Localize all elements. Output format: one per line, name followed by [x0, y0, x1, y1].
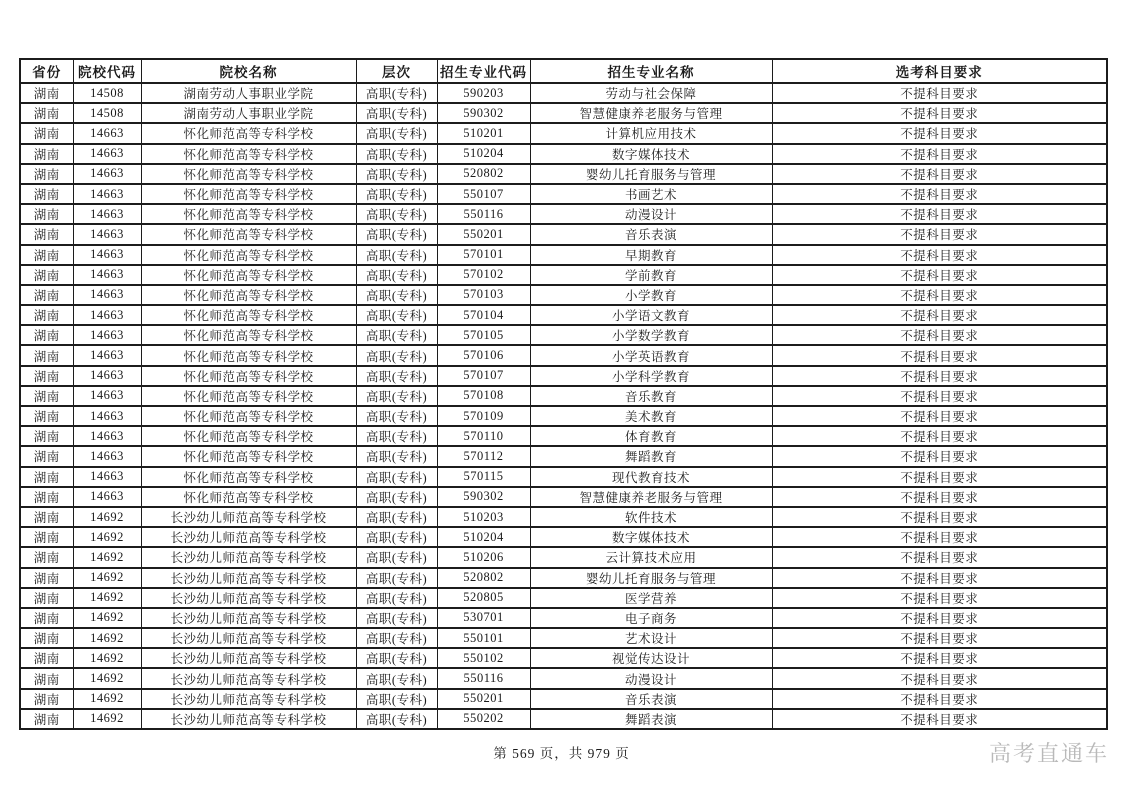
cell-college-code: 14663 [73, 406, 141, 426]
cell-subject-requirements: 不提科目要求 [772, 366, 1107, 386]
cell-college-code: 14508 [73, 103, 141, 123]
cell-college-name: 长沙幼儿师范高等专科学校 [141, 709, 356, 729]
cell-college-code: 14663 [73, 487, 141, 507]
cell-level: 高职(专科) [356, 285, 437, 305]
cell-subject-requirements: 不提科目要求 [772, 426, 1107, 446]
table-row [20, 568, 1107, 588]
cell-province: 湖南 [20, 184, 73, 204]
cell-college-code: 14663 [73, 426, 141, 446]
cell-level: 高职(专科) [356, 426, 437, 446]
table-row [20, 285, 1107, 305]
cell-major-name: 劳动与社会保障 [530, 83, 772, 103]
cell-province: 湖南 [20, 164, 73, 184]
cell-college-name: 长沙幼儿师范高等专科学校 [141, 507, 356, 527]
cell-major-code: 570108 [437, 386, 530, 406]
cell-major-code: 570110 [437, 426, 530, 446]
cell-major-name: 书画艺术 [530, 184, 772, 204]
cell-subject-requirements: 不提科目要求 [772, 83, 1107, 103]
table-row [20, 224, 1107, 244]
cell-major-code: 570115 [437, 467, 530, 487]
cell-subject-requirements: 不提科目要求 [772, 265, 1107, 285]
cell-major-code: 510204 [437, 144, 530, 164]
cell-major-name: 云计算技术应用 [530, 547, 772, 567]
table-row [20, 547, 1107, 567]
cell-subject-requirements: 不提科目要求 [772, 204, 1107, 224]
cell-major-code: 590203 [437, 83, 530, 103]
cell-major-name: 动漫设计 [530, 204, 772, 224]
cell-college-code: 14663 [73, 265, 141, 285]
cell-college-name: 长沙幼儿师范高等专科学校 [141, 648, 356, 668]
table-row [20, 426, 1107, 446]
cell-major-code: 570109 [437, 406, 530, 426]
cell-college-code: 14692 [73, 568, 141, 588]
cell-college-code: 14663 [73, 204, 141, 224]
cell-college-code: 14692 [73, 709, 141, 729]
cell-college-name: 怀化师范高等专科学校 [141, 164, 356, 184]
cell-level: 高职(专科) [356, 689, 437, 709]
table-row [20, 507, 1107, 527]
cell-major-code: 570102 [437, 265, 530, 285]
table-row [20, 103, 1107, 123]
cell-major-name: 数字媒体技术 [530, 527, 772, 547]
table-head [20, 59, 1107, 83]
table-row [20, 709, 1107, 729]
cell-province: 湖南 [20, 265, 73, 285]
cell-province: 湖南 [20, 325, 73, 345]
table-row [20, 487, 1107, 507]
table-row [20, 83, 1107, 103]
cell-province: 湖南 [20, 689, 73, 709]
cell-college-code: 14692 [73, 608, 141, 628]
cell-province: 湖南 [20, 305, 73, 325]
table-row [20, 648, 1107, 668]
cell-major-code: 550116 [437, 668, 530, 688]
cell-college-name: 长沙幼儿师范高等专科学校 [141, 628, 356, 648]
cell-college-code: 14692 [73, 547, 141, 567]
cell-major-name: 美术教育 [530, 406, 772, 426]
cell-subject-requirements: 不提科目要求 [772, 487, 1107, 507]
cell-province: 湖南 [20, 83, 73, 103]
cell-college-code: 14663 [73, 144, 141, 164]
cell-subject-requirements: 不提科目要求 [772, 305, 1107, 325]
cell-college-code: 14663 [73, 345, 141, 365]
cell-subject-requirements: 不提科目要求 [772, 668, 1107, 688]
cell-province: 湖南 [20, 527, 73, 547]
cell-major-code: 510203 [437, 507, 530, 527]
cell-major-code: 570105 [437, 325, 530, 345]
table-row [20, 608, 1107, 628]
cell-province: 湖南 [20, 366, 73, 386]
cell-college-code: 14692 [73, 668, 141, 688]
cell-level: 高职(专科) [356, 588, 437, 608]
cell-level: 高职(专科) [356, 709, 437, 729]
cell-province: 湖南 [20, 386, 73, 406]
cell-level: 高职(专科) [356, 527, 437, 547]
cell-major-code: 590302 [437, 487, 530, 507]
cell-college-code: 14663 [73, 386, 141, 406]
cell-subject-requirements: 不提科目要求 [772, 164, 1107, 184]
cell-level: 高职(专科) [356, 568, 437, 588]
cell-level: 高职(专科) [356, 345, 437, 365]
cell-college-name: 怀化师范高等专科学校 [141, 305, 356, 325]
table-row [20, 467, 1107, 487]
cell-level: 高职(专科) [356, 547, 437, 567]
cell-major-name: 舞蹈教育 [530, 446, 772, 466]
cell-major-code: 550101 [437, 628, 530, 648]
cell-level: 高职(专科) [356, 608, 437, 628]
col-header-subject-requirements: 选考科目要求 [772, 59, 1107, 83]
cell-level: 高职(专科) [356, 164, 437, 184]
cell-province: 湖南 [20, 446, 73, 466]
cell-major-code: 550116 [437, 204, 530, 224]
cell-college-name: 长沙幼儿师范高等专科学校 [141, 547, 356, 567]
cell-college-code: 14663 [73, 305, 141, 325]
admissions-table [19, 58, 1108, 730]
cell-province: 湖南 [20, 648, 73, 668]
cell-college-name: 怀化师范高等专科学校 [141, 285, 356, 305]
cell-major-name: 婴幼儿托育服务与管理 [530, 568, 772, 588]
table-row [20, 144, 1107, 164]
cell-province: 湖南 [20, 245, 73, 265]
cell-college-code: 14663 [73, 245, 141, 265]
cell-college-name: 怀化师范高等专科学校 [141, 467, 356, 487]
table-row [20, 325, 1107, 345]
cell-college-name: 怀化师范高等专科学校 [141, 406, 356, 426]
cell-college-code: 14663 [73, 164, 141, 184]
cell-college-code: 14692 [73, 648, 141, 668]
cell-level: 高职(专科) [356, 467, 437, 487]
cell-college-code: 14692 [73, 628, 141, 648]
table-row [20, 366, 1107, 386]
cell-major-name: 音乐教育 [530, 386, 772, 406]
table-body [20, 83, 1107, 729]
cell-subject-requirements: 不提科目要求 [772, 588, 1107, 608]
cell-major-code: 510201 [437, 123, 530, 143]
cell-level: 高职(专科) [356, 204, 437, 224]
cell-major-name: 小学数学教育 [530, 325, 772, 345]
cell-major-name: 小学教育 [530, 285, 772, 305]
cell-subject-requirements: 不提科目要求 [772, 568, 1107, 588]
cell-college-name: 怀化师范高等专科学校 [141, 366, 356, 386]
cell-college-name: 怀化师范高等专科学校 [141, 446, 356, 466]
cell-major-code: 590302 [437, 103, 530, 123]
cell-major-name: 小学科学教育 [530, 366, 772, 386]
cell-subject-requirements: 不提科目要求 [772, 446, 1107, 466]
cell-college-name: 怀化师范高等专科学校 [141, 123, 356, 143]
table-row [20, 386, 1107, 406]
table-row [20, 527, 1107, 547]
cell-subject-requirements: 不提科目要求 [772, 507, 1107, 527]
cell-college-code: 14508 [73, 83, 141, 103]
cell-level: 高职(专科) [356, 366, 437, 386]
cell-major-code: 570103 [437, 285, 530, 305]
cell-subject-requirements: 不提科目要求 [772, 386, 1107, 406]
cell-college-name: 长沙幼儿师范高等专科学校 [141, 689, 356, 709]
cell-college-name: 长沙幼儿师范高等专科学校 [141, 608, 356, 628]
cell-major-code: 550102 [437, 648, 530, 668]
cell-province: 湖南 [20, 628, 73, 648]
cell-subject-requirements: 不提科目要求 [772, 184, 1107, 204]
col-header-major-name: 招生专业名称 [530, 59, 772, 83]
cell-level: 高职(专科) [356, 325, 437, 345]
cell-college-name: 长沙幼儿师范高等专科学校 [141, 568, 356, 588]
cell-province: 湖南 [20, 406, 73, 426]
cell-level: 高职(专科) [356, 103, 437, 123]
cell-college-code: 14663 [73, 123, 141, 143]
cell-major-name: 音乐表演 [530, 689, 772, 709]
cell-college-name: 怀化师范高等专科学校 [141, 204, 356, 224]
cell-college-name: 怀化师范高等专科学校 [141, 144, 356, 164]
table-row [20, 406, 1107, 426]
cell-level: 高职(专科) [356, 406, 437, 426]
cell-province: 湖南 [20, 103, 73, 123]
cell-province: 湖南 [20, 709, 73, 729]
cell-subject-requirements: 不提科目要求 [772, 628, 1107, 648]
cell-major-name: 小学英语教育 [530, 345, 772, 365]
cell-college-name: 湖南劳动人事职业学院 [141, 103, 356, 123]
cell-college-code: 14663 [73, 446, 141, 466]
cell-major-name: 动漫设计 [530, 668, 772, 688]
cell-major-name: 软件技术 [530, 507, 772, 527]
cell-subject-requirements: 不提科目要求 [772, 709, 1107, 729]
cell-major-code: 570101 [437, 245, 530, 265]
cell-subject-requirements: 不提科目要求 [772, 467, 1107, 487]
cell-college-code: 14692 [73, 689, 141, 709]
table-row [20, 305, 1107, 325]
table-row [20, 265, 1107, 285]
cell-major-name: 数字媒体技术 [530, 144, 772, 164]
cell-major-code: 520802 [437, 164, 530, 184]
cell-major-code: 550202 [437, 709, 530, 729]
cell-college-name: 怀化师范高等专科学校 [141, 345, 356, 365]
table-row [20, 164, 1107, 184]
cell-major-name: 医学营养 [530, 588, 772, 608]
cell-province: 湖南 [20, 487, 73, 507]
cell-province: 湖南 [20, 588, 73, 608]
cell-province: 湖南 [20, 144, 73, 164]
table-row [20, 245, 1107, 265]
cell-major-name: 舞蹈表演 [530, 709, 772, 729]
cell-college-code: 14692 [73, 507, 141, 527]
cell-major-code: 550201 [437, 224, 530, 244]
table-row [20, 668, 1107, 688]
cell-major-code: 520805 [437, 588, 530, 608]
cell-college-name: 长沙幼儿师范高等专科学校 [141, 588, 356, 608]
cell-college-name: 怀化师范高等专科学校 [141, 426, 356, 446]
cell-level: 高职(专科) [356, 386, 437, 406]
cell-level: 高职(专科) [356, 184, 437, 204]
cell-level: 高职(专科) [356, 245, 437, 265]
cell-level: 高职(专科) [356, 507, 437, 527]
col-header-college-name: 院校名称 [141, 59, 356, 83]
cell-college-code: 14663 [73, 285, 141, 305]
cell-subject-requirements: 不提科目要求 [772, 325, 1107, 345]
col-header-province: 省份 [20, 59, 73, 83]
cell-level: 高职(专科) [356, 265, 437, 285]
page-indicator: 第 569 页，共 979 页 [493, 746, 630, 761]
cell-province: 湖南 [20, 547, 73, 567]
cell-major-name: 智慧健康养老服务与管理 [530, 487, 772, 507]
cell-province: 湖南 [20, 507, 73, 527]
cell-major-code: 510204 [437, 527, 530, 547]
cell-level: 高职(专科) [356, 668, 437, 688]
cell-level: 高职(专科) [356, 224, 437, 244]
table-row [20, 204, 1107, 224]
cell-major-name: 早期教育 [530, 245, 772, 265]
cell-province: 湖南 [20, 224, 73, 244]
cell-major-code: 550107 [437, 184, 530, 204]
cell-subject-requirements: 不提科目要求 [772, 547, 1107, 567]
cell-major-code: 530701 [437, 608, 530, 628]
cell-college-name: 长沙幼儿师范高等专科学校 [141, 527, 356, 547]
cell-major-name: 智慧健康养老服务与管理 [530, 103, 772, 123]
cell-college-code: 14663 [73, 184, 141, 204]
cell-subject-requirements: 不提科目要求 [772, 123, 1107, 143]
cell-college-name: 长沙幼儿师范高等专科学校 [141, 668, 356, 688]
cell-subject-requirements: 不提科目要求 [772, 689, 1107, 709]
col-header-college-code: 院校代码 [73, 59, 141, 83]
cell-major-code: 570107 [437, 366, 530, 386]
table-header-row [20, 59, 1107, 83]
cell-province: 湖南 [20, 467, 73, 487]
cell-province: 湖南 [20, 345, 73, 365]
cell-college-code: 14663 [73, 366, 141, 386]
col-header-major-code: 招生专业代码 [437, 59, 530, 83]
cell-college-code: 14663 [73, 325, 141, 345]
cell-province: 湖南 [20, 426, 73, 446]
cell-major-code: 570106 [437, 345, 530, 365]
cell-major-name: 艺术设计 [530, 628, 772, 648]
cell-level: 高职(专科) [356, 487, 437, 507]
cell-subject-requirements: 不提科目要求 [772, 527, 1107, 547]
cell-major-name: 体育教育 [530, 426, 772, 446]
table-row [20, 446, 1107, 466]
cell-college-name: 怀化师范高等专科学校 [141, 325, 356, 345]
cell-province: 湖南 [20, 204, 73, 224]
table-row [20, 628, 1107, 648]
cell-level: 高职(专科) [356, 628, 437, 648]
table-row [20, 123, 1107, 143]
col-header-level: 层次 [356, 59, 437, 83]
cell-major-code: 520802 [437, 568, 530, 588]
cell-college-name: 怀化师范高等专科学校 [141, 265, 356, 285]
cell-province: 湖南 [20, 285, 73, 305]
cell-subject-requirements: 不提科目要求 [772, 648, 1107, 668]
cell-subject-requirements: 不提科目要求 [772, 224, 1107, 244]
table-row [20, 184, 1107, 204]
cell-major-name: 婴幼儿托育服务与管理 [530, 164, 772, 184]
cell-college-name: 怀化师范高等专科学校 [141, 184, 356, 204]
cell-major-name: 音乐表演 [530, 224, 772, 244]
cell-subject-requirements: 不提科目要求 [772, 103, 1107, 123]
cell-province: 湖南 [20, 123, 73, 143]
cell-major-name: 现代教育技术 [530, 467, 772, 487]
cell-major-name: 小学语文教育 [530, 305, 772, 325]
cell-college-name: 怀化师范高等专科学校 [141, 245, 356, 265]
cell-subject-requirements: 不提科目要求 [772, 406, 1107, 426]
cell-college-code: 14692 [73, 527, 141, 547]
cell-college-code: 14692 [73, 588, 141, 608]
watermark-brand: 高考直通车 [988, 741, 1109, 766]
cell-level: 高职(专科) [356, 446, 437, 466]
cell-subject-requirements: 不提科目要求 [772, 245, 1107, 265]
cell-major-name: 电子商务 [530, 608, 772, 628]
table-row [20, 345, 1107, 365]
cell-major-code: 570112 [437, 446, 530, 466]
table-row [20, 689, 1107, 709]
table-row [20, 588, 1107, 608]
cell-subject-requirements: 不提科目要求 [772, 608, 1107, 628]
cell-major-name: 学前教育 [530, 265, 772, 285]
cell-level: 高职(专科) [356, 123, 437, 143]
cell-college-name: 怀化师范高等专科学校 [141, 487, 356, 507]
cell-level: 高职(专科) [356, 144, 437, 164]
cell-level: 高职(专科) [356, 305, 437, 325]
cell-college-name: 湖南劳动人事职业学院 [141, 83, 356, 103]
cell-subject-requirements: 不提科目要求 [772, 345, 1107, 365]
cell-province: 湖南 [20, 668, 73, 688]
cell-subject-requirements: 不提科目要求 [772, 285, 1107, 305]
cell-major-code: 550201 [437, 689, 530, 709]
cell-subject-requirements: 不提科目要求 [772, 144, 1107, 164]
cell-major-code: 570104 [437, 305, 530, 325]
cell-college-code: 14663 [73, 224, 141, 244]
cell-college-code: 14663 [73, 467, 141, 487]
cell-level: 高职(专科) [356, 83, 437, 103]
cell-province: 湖南 [20, 608, 73, 628]
cell-college-name: 怀化师范高等专科学校 [141, 224, 356, 244]
cell-college-name: 怀化师范高等专科学校 [141, 386, 356, 406]
cell-major-name: 计算机应用技术 [530, 123, 772, 143]
cell-major-code: 510206 [437, 547, 530, 567]
cell-major-name: 视觉传达设计 [530, 648, 772, 668]
cell-province: 湖南 [20, 568, 73, 588]
cell-level: 高职(专科) [356, 648, 437, 668]
